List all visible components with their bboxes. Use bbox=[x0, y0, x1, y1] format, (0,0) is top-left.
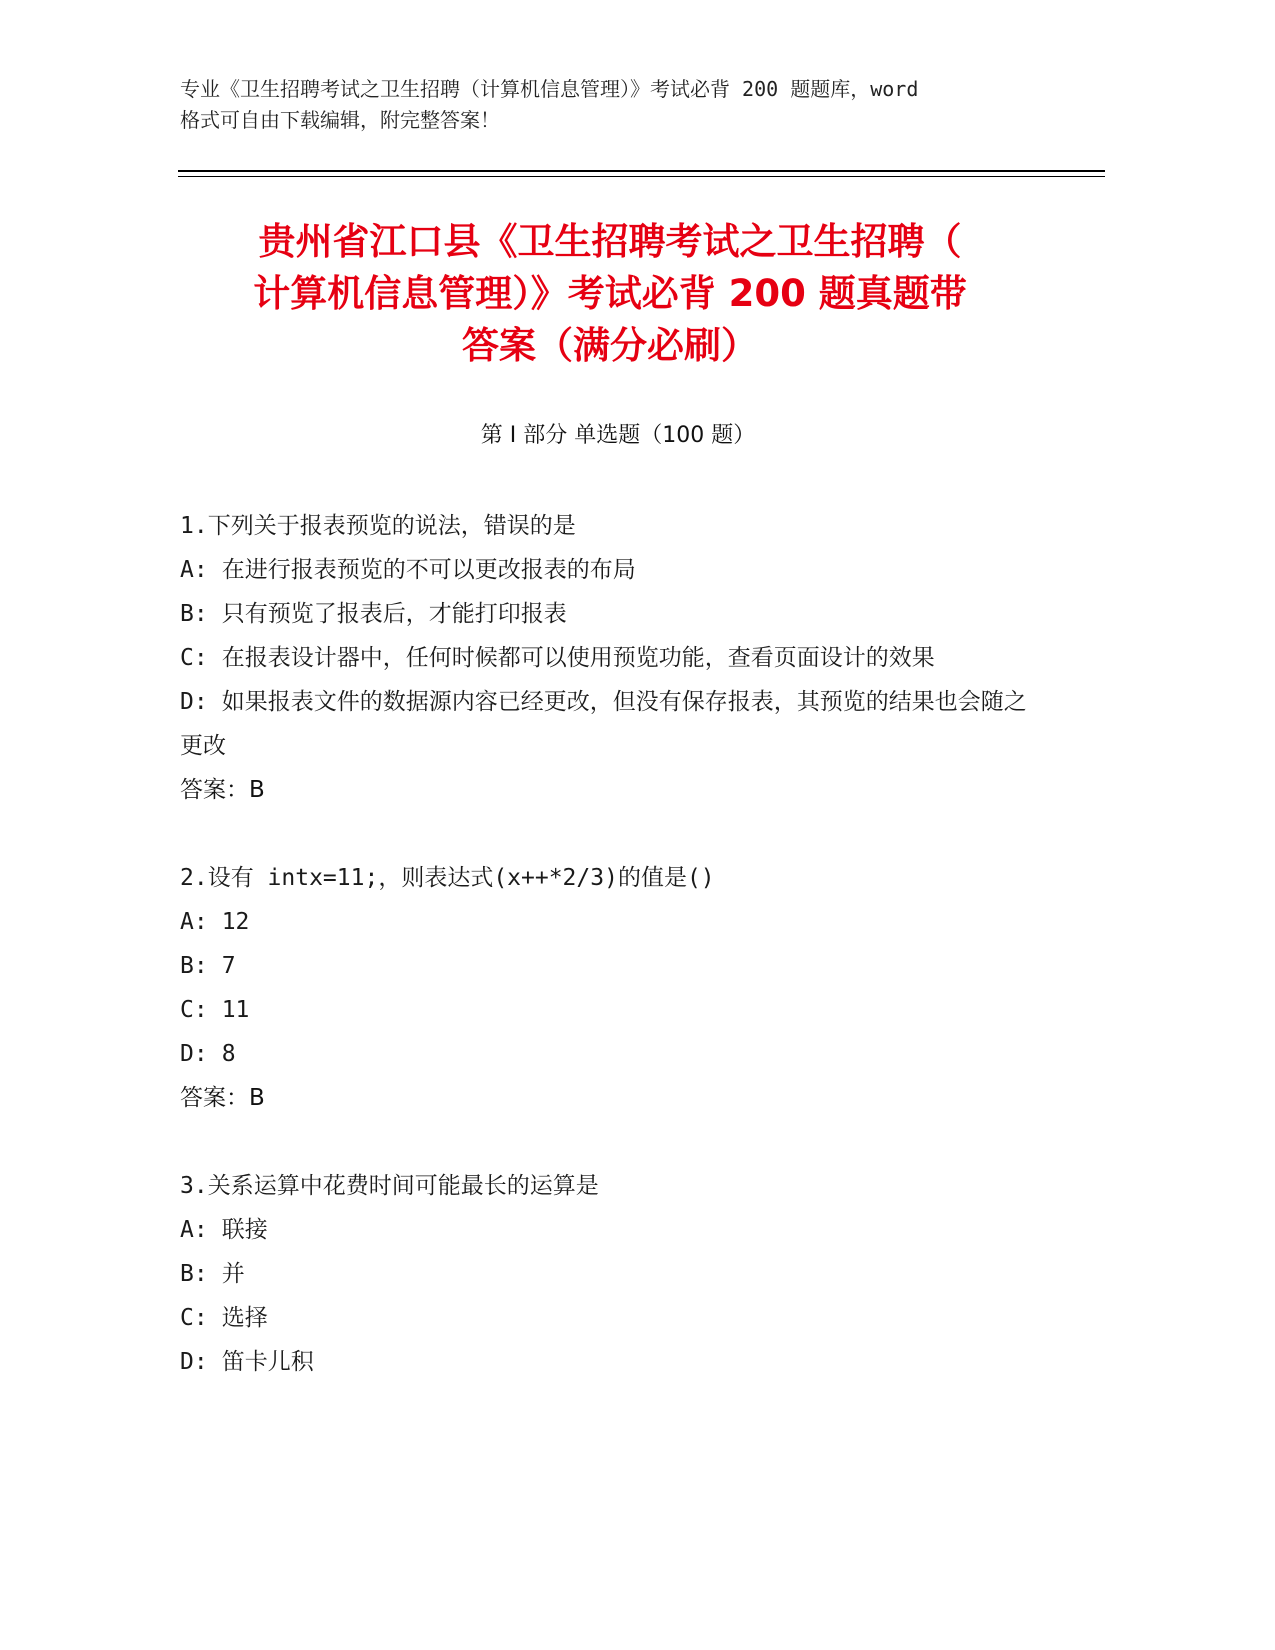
option-text: 只有预览了报表后，才能打印报表 bbox=[221, 601, 567, 627]
option-key: A: bbox=[180, 909, 208, 935]
option-a bbox=[180, 1208, 1028, 1252]
document-title-line-2: 计算机信息管理）》考试必背 200 题真题带 bbox=[253, 272, 967, 315]
question-1 bbox=[180, 504, 1028, 812]
question-list bbox=[180, 504, 1028, 1428]
question-stem: 3.关系运算中花费时间可能最长的运算是 bbox=[180, 1173, 599, 1199]
option-text: 如果报表文件的数据源内容已经更改，但没有保存报表，其预览的结果也会随之更改 bbox=[180, 689, 1027, 759]
option-text: 并 bbox=[221, 1261, 245, 1287]
option-c bbox=[180, 988, 1028, 1032]
option-text: 在进行报表预览的不可以更改报表的布局 bbox=[221, 557, 636, 583]
option-key: C: bbox=[180, 1305, 208, 1331]
option-d bbox=[180, 1340, 1028, 1384]
option-key: A: bbox=[180, 557, 208, 583]
section-heading: 第 I 部分 单选题（100 题） bbox=[480, 423, 756, 448]
option-text: 12 bbox=[221, 909, 250, 935]
option-b bbox=[180, 592, 1028, 636]
option-key: C: bbox=[180, 997, 208, 1023]
option-key: D: bbox=[180, 689, 208, 715]
option-b bbox=[180, 944, 1028, 988]
option-text: 在报表设计器中，任何时候都可以使用预览功能，查看页面设计的效果 bbox=[221, 645, 935, 671]
option-key: B: bbox=[180, 953, 208, 979]
header-note bbox=[180, 74, 1060, 136]
option-text: 选择 bbox=[221, 1305, 268, 1331]
question-stem: 2.设有 intx=11;，则表达式(x++*2/3)的值是() bbox=[180, 865, 715, 891]
document-title-line-3: 答案（满分必刷） bbox=[462, 324, 758, 367]
answer-line: 答案：B bbox=[180, 1085, 265, 1111]
document-title-line-1: 贵州省江口县《卫生招聘考试之卫生招聘（ bbox=[258, 220, 962, 263]
answer-line: 答案：B bbox=[180, 777, 265, 803]
question-3 bbox=[180, 1164, 1028, 1384]
option-key: A: bbox=[180, 1217, 208, 1243]
option-text: 11 bbox=[221, 997, 250, 1023]
option-key: D: bbox=[180, 1041, 208, 1067]
option-c bbox=[180, 636, 1028, 680]
option-text: 笛卡儿积 bbox=[221, 1349, 314, 1375]
option-d bbox=[180, 680, 1028, 768]
option-key: C: bbox=[180, 645, 208, 671]
document-title bbox=[170, 216, 1050, 372]
question-stem: 1.下列关于报表预览的说法，错误的是 bbox=[180, 513, 576, 539]
option-key: D: bbox=[180, 1349, 208, 1375]
option-key: B: bbox=[180, 1261, 208, 1287]
header-rule-top bbox=[178, 170, 1105, 172]
option-text: 7 bbox=[221, 953, 236, 979]
option-text: 联接 bbox=[221, 1217, 268, 1243]
option-key: B: bbox=[180, 601, 208, 627]
header-rule-bottom bbox=[178, 176, 1105, 177]
option-c bbox=[180, 1296, 1028, 1340]
option-text: 8 bbox=[221, 1041, 236, 1067]
option-b bbox=[180, 1252, 1028, 1296]
header-note-line-2: 格式可自由下载编辑，附完整答案！ bbox=[180, 108, 500, 132]
option-a bbox=[180, 900, 1028, 944]
question-2 bbox=[180, 856, 1028, 1120]
option-a bbox=[180, 548, 1028, 592]
option-d bbox=[180, 1032, 1028, 1076]
header-note-line-1: 专业《卫生招聘考试之卫生招聘（计算机信息管理）》考试必背 200 题题库，word bbox=[180, 77, 919, 101]
